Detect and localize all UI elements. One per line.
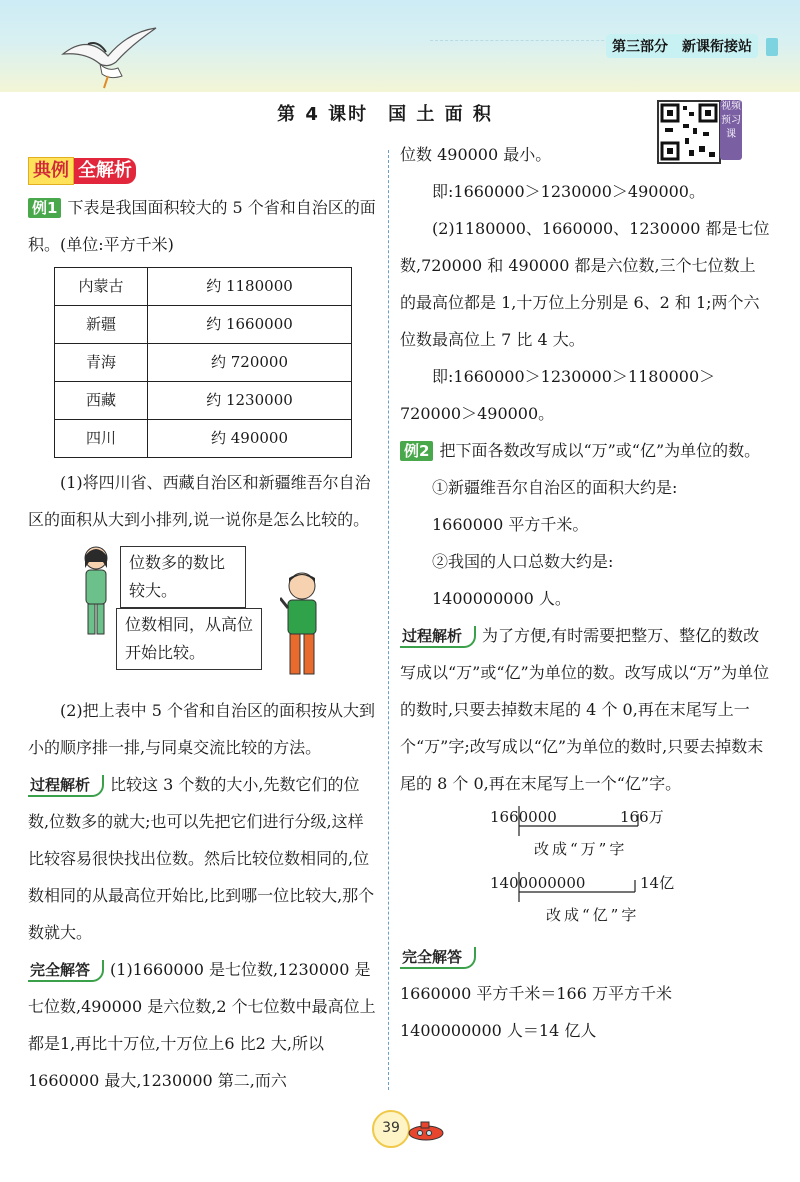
conversion-diagram-wan — [490, 806, 770, 872]
video-preview-label: 视频预习课 — [720, 100, 742, 160]
province-area: 约 1660000 — [148, 306, 352, 344]
section-tag-bar — [766, 38, 778, 56]
item-2-line-b: 1400000000 人。 — [432, 589, 571, 608]
area-table — [54, 267, 352, 458]
conversion-number: 1400000000 — [490, 874, 586, 892]
example-2-text: 把下面各数改写成以“万”或“亿”为单位的数。 — [439, 441, 761, 460]
answer-line-1: 1660000 平方千米＝166 万平方千米 — [400, 984, 672, 1003]
continuation-1: 位数 490000 最小。 — [400, 145, 552, 164]
continuation-2: 即:1660000＞1230000＞490000。 — [432, 182, 705, 201]
example-1-text: 下表是我国面积较大的 5 个省和自治区的面积。(单位:平方千米) — [28, 198, 376, 254]
table-row — [55, 268, 352, 306]
page-header — [0, 0, 800, 92]
continuation-3: (2)1180000、1660000、1230000 都是七位数,720000 和 490000 都是六位数,三个七位数上的最高位都是 1,十万位上分别是 6、2 和 1;两个六位数最高位上 7 比 4 大。 — [400, 219, 770, 349]
complete-answer — [400, 938, 770, 975]
answer-line-2: 1400000000 人＝14 亿人 — [400, 1021, 597, 1040]
section-title: 第三部分 新课衔接站 — [606, 34, 758, 58]
girl-icon — [78, 544, 114, 644]
typical-example-banner — [28, 152, 136, 180]
conversion-result: 14亿 — [640, 874, 675, 892]
process-analysis — [28, 766, 378, 951]
example-2-badge: 例2 — [400, 441, 433, 461]
conversion-number: 1660000 — [490, 808, 557, 826]
banner-label-b: 全解析 — [74, 158, 136, 184]
province-area: 约 1230000 — [148, 382, 352, 420]
table-row — [55, 344, 352, 382]
girl-speech-bubble: 位数多的数比较大。 — [120, 546, 246, 608]
page-number: 39 — [372, 1110, 410, 1148]
province-area: 约 1180000 — [148, 268, 352, 306]
complete-answer — [28, 951, 378, 1099]
boy-speech-bubble: 位数相同，从高位开始比较。 — [116, 608, 262, 670]
lesson-title: 第 4 课时 国 土 面 积 — [277, 104, 493, 125]
seagull-icon — [58, 24, 158, 94]
process-text: 为了方便,有时需要把整万、整亿的数改写成以“万”或“亿”为单位的数。改写成以“万”为单位的数时,只要去掉数末尾的 4 个 0,再在末尾写上一个“万”字;改写成以“亿”为单位的数时,只要去掉数末尾的 8 个 0,再在末尾写上一个“亿”字。 — [400, 626, 770, 793]
process-text: 比较这 3 个数的大小,先数它们的位数,位数多的就大;也可以先把它们进行分级,这样比较容易很快找出位数。然后比较位数相同的,位数相同的从最高位开始比,比到哪一位比较大,那个数就大。 — [28, 775, 375, 942]
table-row — [55, 420, 352, 458]
answer-label: 完全解答 — [28, 960, 104, 982]
province-name: 内蒙古 — [55, 268, 148, 306]
continuation-4: 即:1660000＞1230000＞1180000＞720000＞490000。 — [400, 367, 716, 423]
left-column — [28, 146, 378, 1099]
process-label: 过程解析 — [400, 626, 476, 648]
process-label: 过程解析 — [28, 775, 104, 797]
column-divider — [388, 150, 389, 1090]
conversion-label: 改成“万”字 — [534, 840, 628, 858]
item-1-line-b: 1660000 平方千米。 — [432, 515, 589, 534]
conversion-label: 改成“亿”字 — [546, 906, 640, 924]
province-area: 约 490000 — [148, 420, 352, 458]
province-name: 西藏 — [55, 382, 148, 420]
table-row — [55, 382, 352, 420]
process-analysis — [400, 617, 770, 802]
item-1-line-a: ①新疆维吾尔自治区的面积大约是: — [432, 478, 678, 497]
province-name: 新疆 — [55, 306, 148, 344]
province-name: 青海 — [55, 344, 148, 382]
boy-icon — [280, 568, 328, 684]
right-column — [400, 136, 770, 1049]
conversion-result: 166万 — [620, 808, 664, 826]
question-2: (2)把上表中 5 个省和自治区的面积按从大到小的顺序排一排,与同桌交流比较的方法。 — [28, 701, 376, 757]
province-name: 四川 — [55, 420, 148, 458]
province-area: 约 720000 — [148, 344, 352, 382]
answer-label: 完全解答 — [400, 947, 476, 969]
answer-text: (1)1660000 是七位数,1230000 是七位数,490000 是六位数,2 个七位数中最高位上都是1,再比十万位,十万位上6 比2 大,所以 1660000 最大,1230000 第二,而六 — [28, 960, 376, 1090]
submarine-icon — [406, 1120, 446, 1142]
dialogue-illustration — [28, 544, 378, 684]
example-1 — [28, 189, 378, 263]
question-1: (1)将四川省、西藏自治区和新疆维吾尔自治区的面积从大到小排列,说一说你是怎么比较的。 — [28, 473, 371, 529]
banner-label-a: 典例 — [28, 157, 74, 185]
conversion-diagram-yi — [490, 872, 770, 938]
table-row — [55, 306, 352, 344]
example-1-badge: 例1 — [28, 198, 61, 218]
item-2-line-a: ②我国的人口总数大约是: — [432, 552, 614, 571]
example-2 — [400, 432, 770, 469]
